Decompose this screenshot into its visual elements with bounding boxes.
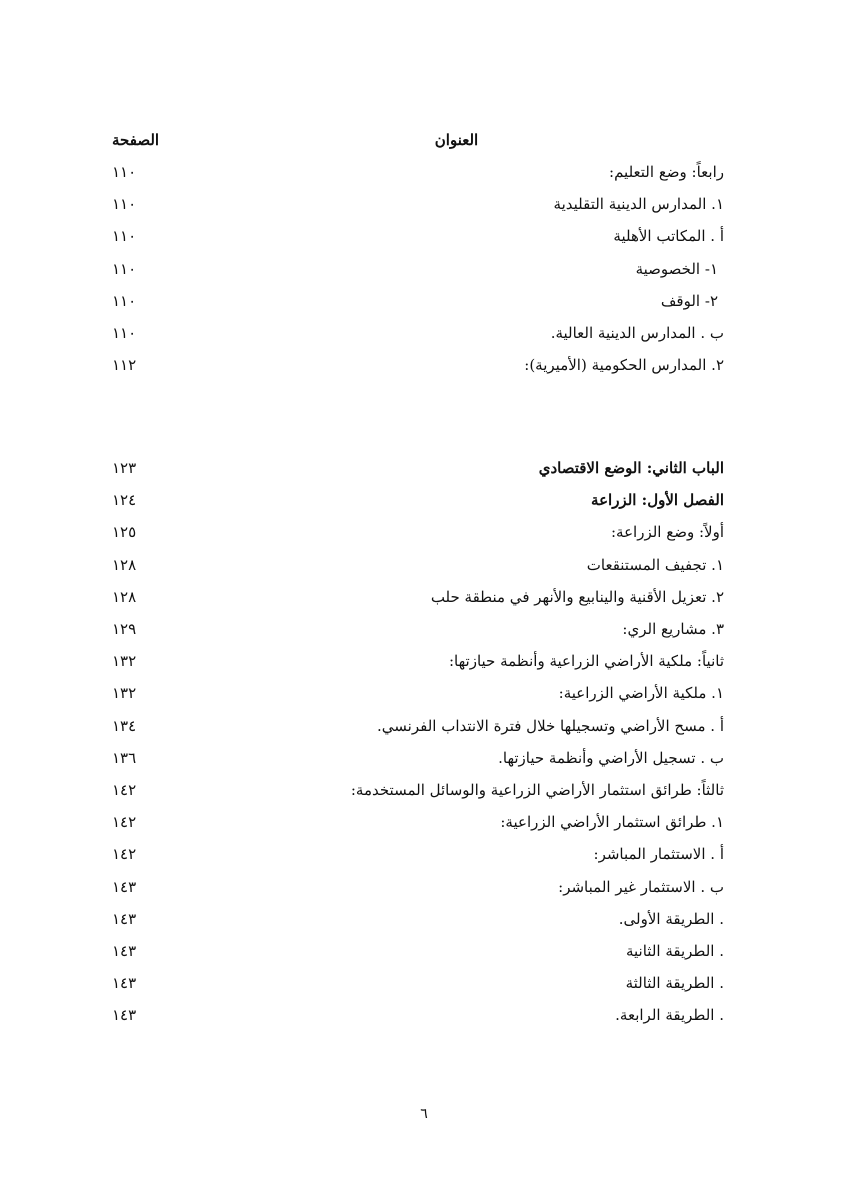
toc-entry <box>112 317 724 349</box>
entry-title: أولاً: وضع الزراعة: <box>611 523 724 542</box>
entry-page: ١٢٨ <box>112 555 137 574</box>
entry-title: أ . مسح الأراضي وتسجيلها خلال فترة الانتداب الفرنسي. <box>377 716 724 735</box>
toc-header <box>112 126 724 154</box>
entry-title: . الطريقة الرابعة. <box>615 1006 724 1025</box>
entry-title: ١. المدارس الدينية التقليدية <box>553 195 724 214</box>
entry-title: ب . المدارس الدينية العالية. <box>550 324 724 343</box>
entry-page: ١٢٤ <box>112 491 137 510</box>
entry-title: . الطريقة الثالثة <box>625 974 724 993</box>
entry-title: ١. ملكية الأراضي الزراعية: <box>558 684 724 703</box>
entry-page: ١١٠ <box>112 227 137 246</box>
entry-page: ١٤٢ <box>112 813 137 832</box>
toc-section-education <box>112 156 724 381</box>
title-column-heading: العنوان <box>434 131 479 149</box>
entry-title: ٣. مشاريع الري: <box>622 620 724 639</box>
entry-page: ١٤٣ <box>112 941 137 960</box>
entry-title: ٢- الوقف <box>660 291 718 310</box>
toc-entry <box>112 253 724 285</box>
toc-entry-chapter <box>112 452 724 484</box>
page-number: ٦ <box>420 1106 428 1122</box>
entry-title: ١. طرائق استثمار الأراضي الزراعية: <box>500 813 724 832</box>
entry-title: . الطريقة الثانية <box>625 941 724 960</box>
entry-title: ١. تجفيف المستنقعات <box>586 555 724 574</box>
toc-entry-section <box>112 484 724 516</box>
toc-entry <box>112 516 724 548</box>
entry-title: أ . المكاتب الأهلية <box>613 227 724 246</box>
toc-entry <box>112 156 724 188</box>
toc-entry <box>112 581 724 613</box>
entry-page: ١٢٥ <box>112 523 137 542</box>
entry-title: رابعاً: وضع التعليم: <box>609 163 724 182</box>
entry-page: ١٤٢ <box>112 845 137 864</box>
toc-entry <box>112 967 724 999</box>
toc-entry <box>112 870 724 902</box>
entry-title: ثالثاً: طرائق استثمار الأراضي الزراعية والوسائل المستخدمة: <box>350 780 724 799</box>
toc-entry <box>112 645 724 677</box>
entry-title: الفصل الأول: الزراعة <box>591 491 724 510</box>
entry-page: ١٢٩ <box>112 620 137 639</box>
entry-page: ١١٢ <box>112 356 137 375</box>
toc-entry <box>112 285 724 317</box>
toc-section-economy <box>112 452 724 1031</box>
toc-entry <box>112 935 724 967</box>
entry-page: ١٢٣ <box>112 459 137 478</box>
entry-title: ٢. تعزيل الأقنية والينابيع والأنهر في منطقة حلب <box>430 587 724 606</box>
toc-entry <box>112 710 724 742</box>
toc-entry <box>112 903 724 935</box>
entry-title: . الطريقة الأولى. <box>618 909 724 928</box>
toc-entry <box>112 549 724 581</box>
entry-title: أ . الاستثمار المباشر: <box>593 845 724 864</box>
entry-title: ب . الاستثمار غير المباشر: <box>558 877 724 896</box>
toc-entry <box>112 677 724 709</box>
entry-page: ١٤٣ <box>112 974 137 993</box>
entry-page: ١١٠ <box>112 324 137 343</box>
toc-entry <box>112 613 724 645</box>
entry-title: الباب الثاني: الوضع الاقتصادي <box>538 459 724 478</box>
toc-entry <box>112 188 724 220</box>
entry-page: ١٤٣ <box>112 1006 137 1025</box>
entry-page: ١٣٦ <box>112 748 137 767</box>
entry-title: ب . تسجيل الأراضي وأنظمة حيازتها. <box>498 748 724 767</box>
entry-page: ١٤٣ <box>112 909 137 928</box>
toc-entry <box>112 742 724 774</box>
entry-page: ١٤٣ <box>112 877 137 896</box>
entry-page: ١١٠ <box>112 259 137 278</box>
toc-entry <box>112 220 724 252</box>
entry-page: ١١٠ <box>112 163 137 182</box>
entry-title: ٢. المدارس الحكومية (الأميرية): <box>524 356 724 375</box>
entry-page: ١٣٢ <box>112 652 137 671</box>
entry-page: ١٣٤ <box>112 716 137 735</box>
entry-page: ١١٠ <box>112 195 137 214</box>
entry-title: ١- الخصوصية <box>635 259 718 278</box>
toc-entry <box>112 838 724 870</box>
toc-entry <box>112 774 724 806</box>
entry-page: ١١٠ <box>112 291 137 310</box>
entry-page: ١٤٢ <box>112 780 137 799</box>
entry-title: ثانياً: ملكية الأراضي الزراعية وأنظمة حيازتها: <box>448 652 724 671</box>
toc-entry <box>112 806 724 838</box>
toc-entry <box>112 999 724 1031</box>
toc-entry <box>112 349 724 381</box>
entry-page: ١٢٨ <box>112 587 137 606</box>
page-column-heading: الصفحة <box>112 131 160 149</box>
entry-page: ١٣٢ <box>112 684 137 703</box>
